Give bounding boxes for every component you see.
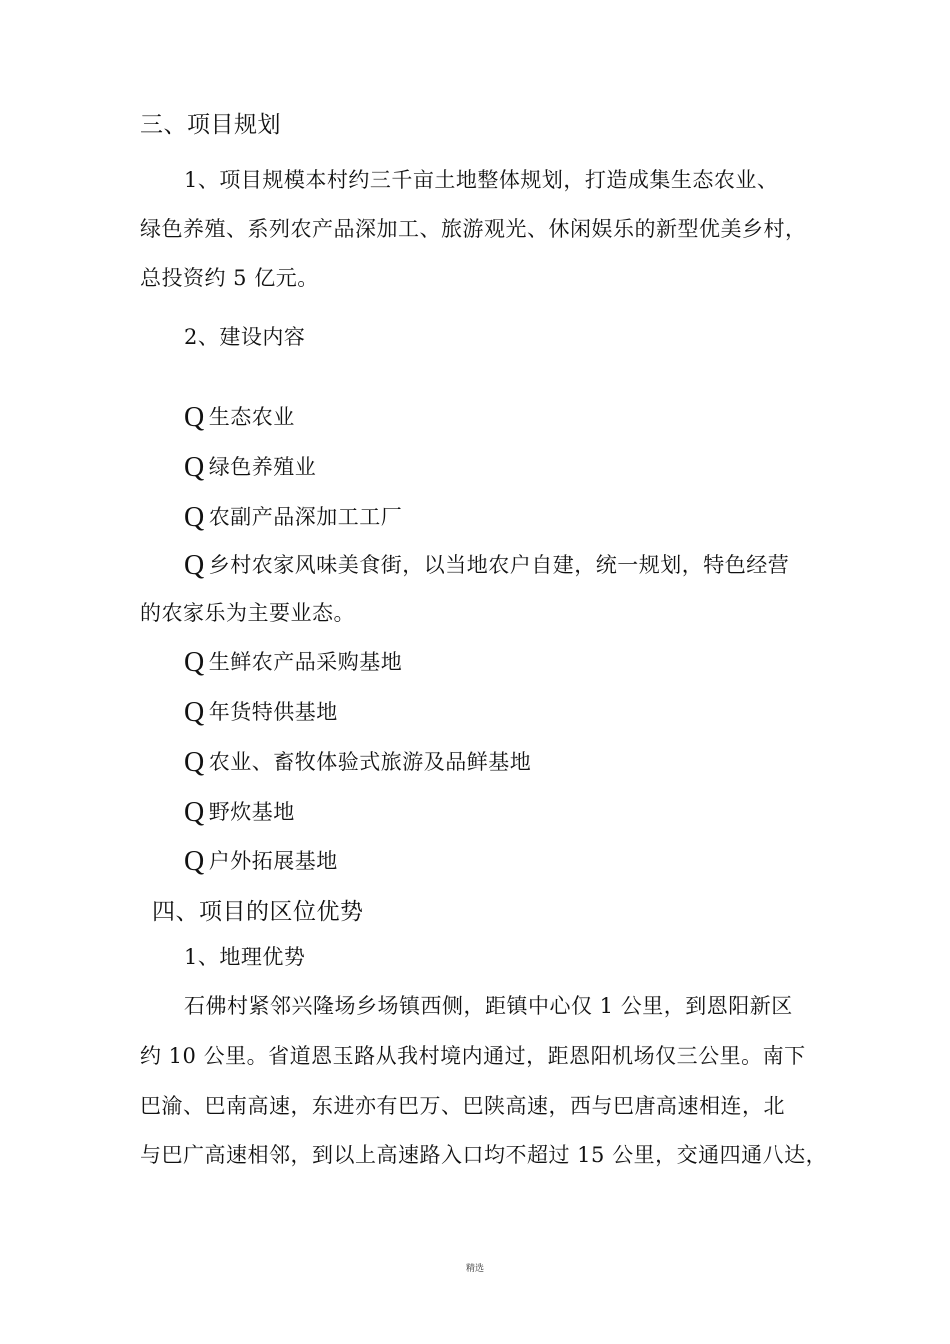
q-bullet-icon: Q	[184, 502, 205, 533]
q-bullet-icon: Q	[184, 846, 205, 877]
bullet-item	[184, 647, 402, 678]
q-bullet-icon: Q	[184, 797, 205, 828]
geo-advantage-heading: 1、地理优势	[184, 945, 306, 969]
bullet-item	[184, 797, 295, 828]
q-bullet-icon: Q	[184, 452, 205, 483]
bullet-text: 生鲜农产品采购基地	[208, 650, 403, 674]
item-1-line-1: 1、项目规模本村约三千亩土地整体规划，打造成集生态农业、	[184, 168, 779, 192]
paragraph-line-4: 与巴广高速相邻，到以上高速路入口均不超过 15 公里，交通四通八达，	[140, 1143, 828, 1167]
item-2-heading: 2、建设内容	[184, 325, 306, 349]
q-bullet-icon: Q	[184, 647, 205, 678]
bullet-item	[184, 550, 789, 581]
item-1-line-3: 总投资约 5 亿元。	[140, 266, 319, 290]
paragraph-line-1: 石佛村紧邻兴隆场乡场镇西侧，距镇中心仅 1 公里，到恩阳新区	[184, 994, 793, 1018]
bullet-text: 户外拓展基地	[208, 849, 338, 873]
q-bullet-icon: Q	[184, 697, 205, 728]
bullet-item	[184, 846, 338, 877]
bullet-continuation: 的农家乐为主要业态。	[140, 601, 355, 625]
bullet-item	[184, 502, 402, 533]
bullet-text: 农副产品深加工工厂	[208, 505, 403, 529]
item-1-line-2: 绿色养殖、系列农产品深加工、旅游观光、休闲娱乐的新型优美乡村，	[140, 217, 807, 241]
page-footer: 精选	[465, 1264, 484, 1274]
section-4-heading: 四、项目的区位优势	[152, 899, 364, 925]
q-bullet-icon: Q	[184, 402, 205, 433]
bullet-text: 绿色养殖业	[208, 455, 317, 479]
bullet-text: 野炊基地	[208, 800, 295, 824]
bullet-item	[184, 697, 338, 728]
paragraph-line-3: 巴渝、巴南高速，东进亦有巴万、巴陕高速，西与巴唐高速相连，北	[140, 1094, 785, 1118]
bullet-item	[184, 402, 295, 433]
q-bullet-icon: Q	[184, 747, 205, 778]
q-bullet-icon: Q	[184, 550, 205, 581]
section-3-heading: 三、项目规划	[140, 112, 281, 138]
bullet-text: 生态农业	[208, 405, 295, 429]
bullet-item	[184, 747, 531, 778]
bullet-text: 年货特供基地	[208, 700, 338, 724]
bullet-item	[184, 452, 316, 483]
paragraph-line-2: 约 10 公里。省道恩玉路从我村境内通过，距恩阳机场仅三公里。南下	[140, 1044, 806, 1068]
bullet-text: 乡村农家风味美食街，以当地农户自建，统一规划，特色经营	[208, 553, 790, 577]
bullet-text: 农业、畜牧体验式旅游及品鲜基地	[208, 750, 532, 774]
